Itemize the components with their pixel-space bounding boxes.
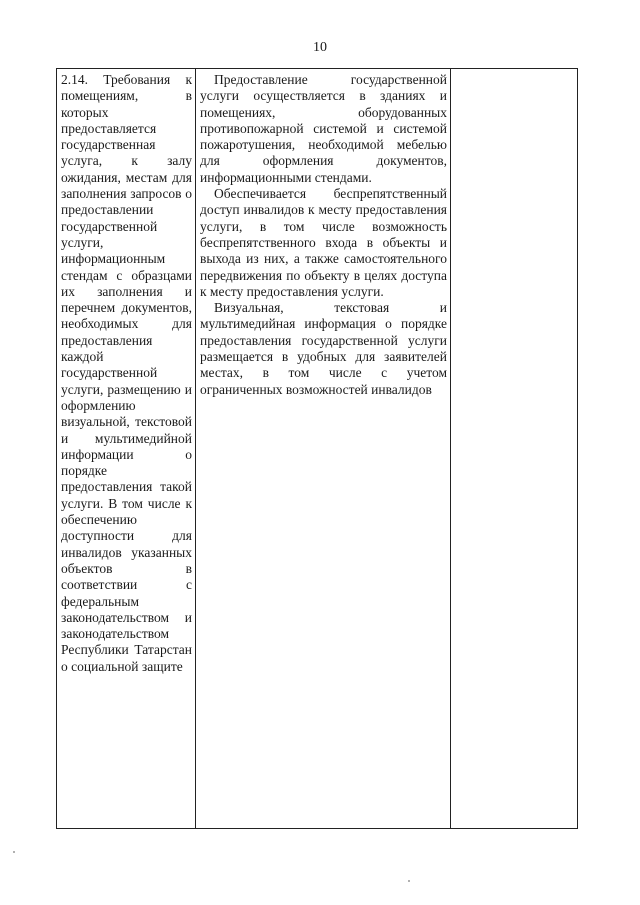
requirement-cell <box>57 69 196 828</box>
description-cell <box>196 69 451 828</box>
note-cell <box>451 69 577 828</box>
description-paragraph-1: Предоставление государственной услуги осуществляется в зданиях и помещениях, оборудованных противопожарной системой и системой пожаротушения, необходимой мебелью для оформления документов, информационными стендами. <box>200 72 447 185</box>
page-number: 10 <box>313 40 327 55</box>
requirement-text: 2.14. Требования к помещениям, в которых предоставляется государственная услуга, к залу ожидания, местам для заполнения запросов о предоставлении государственной услуги, информационным стендам с образцами их заполнения и перечнем документов, необходимых для предоставления каждой государственной услуги, размещению и оформлению визуальной, текстовой и мультимедийной информации о порядке предоставления такой услуги. В том числе к обеспечению доступности для инвалидов указанных объектов в соответствии с федеральным законодательством и законодательством Республики Татарстан о социальной защите <box>61 72 192 674</box>
scan-speck <box>13 851 15 853</box>
requirements-table <box>56 68 578 829</box>
description-paragraph-3: Визуальная, текстовая и мультимедийная информация о порядке предоставления государственной услуги размещается в удобных для заявителей местах, в том числе с учетом ограниченных возможностей инвалидов <box>200 300 447 397</box>
scan-speck <box>408 880 410 882</box>
description-paragraph-2: Обеспечивается беспрепятственный доступ инвалидов к месту предоставления услуги, в том числе возможность беспрепятственного входа в объекты и выхода из них, а также самостоятельного передвижения по объекту в целях доступа к месту предоставления услуги. <box>200 186 447 299</box>
